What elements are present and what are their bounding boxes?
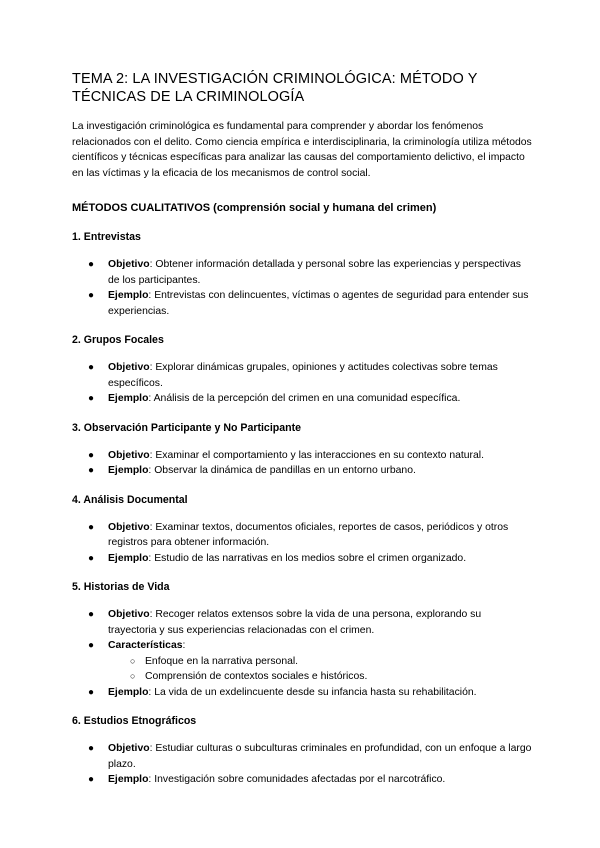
method-heading: 4. Análisis Documental [72,493,188,506]
bullet-icon: ● [88,393,95,404]
objetivo-label: Objetivo [108,449,150,461]
ejemplo-text: Entrevistas con delincuentes, víctimas o agentes de seguridad para entender sus experiencias. [108,290,529,317]
objetivo-item: ● Objetivo: Obtener información detallada y personal sobre las experiencias y perspectivas de los participantes. [88,259,521,286]
bullet-icon: ● [88,774,95,785]
caracteristica-item: ○ Comprensión de contextos sociales e históricos. [72,669,532,685]
objetivo-text: Obtener información detallada y personal sobre las experiencias y perspectivas de los participantes. [108,259,521,286]
ejemplo-label: Ejemplo [108,393,149,404]
bullet-icon: ● [88,362,95,373]
objetivo-text: Estudiar culturas o subculturas criminales en profundidad, con un enfoque a largo plazo. [108,743,532,770]
ejemplo-label: Ejemplo [108,774,149,785]
bullet-icon: ● [88,640,95,651]
method-heading: 3. Observación Participante y No Participante [72,421,302,434]
objetivo-item: ● Objetivo: Recoger relatos extensos sobre la vida de una persona, explorando su trayectoria y sus experiencias relacionadas con el crimen. [88,609,482,636]
caracteristicas-list [72,654,532,685]
method-list [72,607,532,700]
document-page [72,70,532,788]
circle-bullet-icon: ○ [130,655,136,666]
ejemplo-text: La vida de un exdelincuente desde su infancia hasta su rehabilitación. [154,686,477,698]
intro-paragraph: La investigación criminológica es fundamental para comprender y abordar los fenómenos relacionados con el delito. Como ciencia empírica e interdisciplinaria, la criminología utiliza métodos científicos y técnicas específicas para analizar las causas del comportamiento delictivo, el impacto en las víctimas y la eficacia de los mecanismos de control social. [72,121,532,179]
objetivo-label: Objetivo [108,521,150,533]
ejemplo-label: Ejemplo [108,686,149,698]
bullet-icon: ● [88,552,95,564]
document-title: TEMA 2: LA INVESTIGACIÓN CRIMINOLÓGICA: MÉTODO Y TÉCNICAS DE LA CRIMINOLOGÍA [72,71,478,105]
method-list [72,448,532,479]
objetivo-text: Examinar el comportamiento y las interacciones en su contexto natural. [155,449,484,461]
caracteristicas-item: ● Características: ○ Enfoque en la narrativa personal. ○ Comprensión de contextos sociales e históricos. [72,638,532,685]
bullet-icon: ● [88,521,95,533]
ejemplo-text: Estudio de las narrativas en los medios sobre el crimen organizado. [154,552,467,564]
ejemplo-text: Observar la dinámica de pandillas en un entorno urbano. [154,465,416,476]
method-heading: 5. Historias de Vida [72,581,170,593]
bullet-icon: ● [88,290,95,301]
ejemplo-text: Investigación sobre comunidades afectadas por el narcotráfico. [154,774,446,785]
ejemplo-label: Ejemplo [108,290,149,301]
method-list [72,360,532,407]
bullet-icon: ● [88,465,95,476]
objetivo-item: ● Objetivo: Estudiar culturas o subculturas criminales en profundidad, con un enfoque a largo plazo. [88,743,532,770]
ejemplo-item: ● Ejemplo: Investigación sobre comunidades afectadas por el narcotráfico. [72,772,532,788]
bullet-icon: ● [88,609,95,620]
objetivo-text: Recoger relatos extensos sobre la vida de una persona, explorando su trayectoria y sus experiencias relacionadas con el crimen. [108,609,482,636]
objetivo-item: ● Objetivo: Examinar el comportamiento y las interacciones en su contexto natural. [72,448,532,464]
objetivo-label: Objetivo [108,609,150,620]
objetivo-item: ● Objetivo: Explorar dinámicas grupales, opiniones y actitudes colectivas sobre temas específicos. [88,362,498,389]
objetivo-label: Objetivo [108,362,150,373]
ejemplo-item: ● Ejemplo: Estudio de las narrativas en los medios sobre el crimen organizado. [72,551,532,567]
caracteristica-item: ○ Enfoque en la narrativa personal. [72,654,532,670]
objetivo-label: Objetivo [108,259,150,270]
method-list [72,520,532,567]
bullet-icon: ● [88,686,95,698]
method-heading: 2. Grupos Focales [72,334,164,346]
method-heading: 6. Estudios Etnográficos [72,715,197,727]
objetivo-text: Examinar textos, documentos oficiales, reportes de casos, periódicos y otros registros para obtener información. [108,521,509,548]
bullet-icon: ● [88,743,95,754]
bullet-icon: ● [88,259,95,270]
ejemplo-item: ● Ejemplo: Entrevistas con delincuentes, víctimas o agentes de seguridad para entender sus experiencias. [88,290,529,317]
ejemplo-text: Análisis de la percepción del crimen en una comunidad específica. [153,393,461,404]
objetivo-label: Objetivo [108,743,150,754]
ejemplo-label: Ejemplo [108,552,149,564]
ejemplo-item: ● Ejemplo: Observar la dinámica de pandillas en un entorno urbano. [72,463,532,479]
method-list [72,257,532,319]
method-heading: 1. Entrevistas [72,231,141,243]
method-list [72,741,532,788]
section-heading: MÉTODOS CUALITATIVOS (comprensión social y humana del crimen) [72,202,437,214]
circle-bullet-icon: ○ [130,671,136,681]
objetivo-text: Explorar dinámicas grupales, opiniones y actitudes colectivas sobre temas específicos. [108,362,498,389]
ejemplo-label: Ejemplo [108,465,149,476]
ejemplo-item: ● Ejemplo: La vida de un exdelincuente desde su infancia hasta su rehabilitación. [72,685,532,701]
caracteristicas-label: Características [108,640,183,651]
objetivo-item: ● Objetivo: Examinar textos, documentos oficiales, reportes de casos, periódicos y otros registros para obtener información. [88,521,509,548]
ejemplo-item: ● Ejemplo: Análisis de la percepción del crimen en una comunidad específica. [72,391,532,407]
bullet-icon: ● [88,449,95,461]
